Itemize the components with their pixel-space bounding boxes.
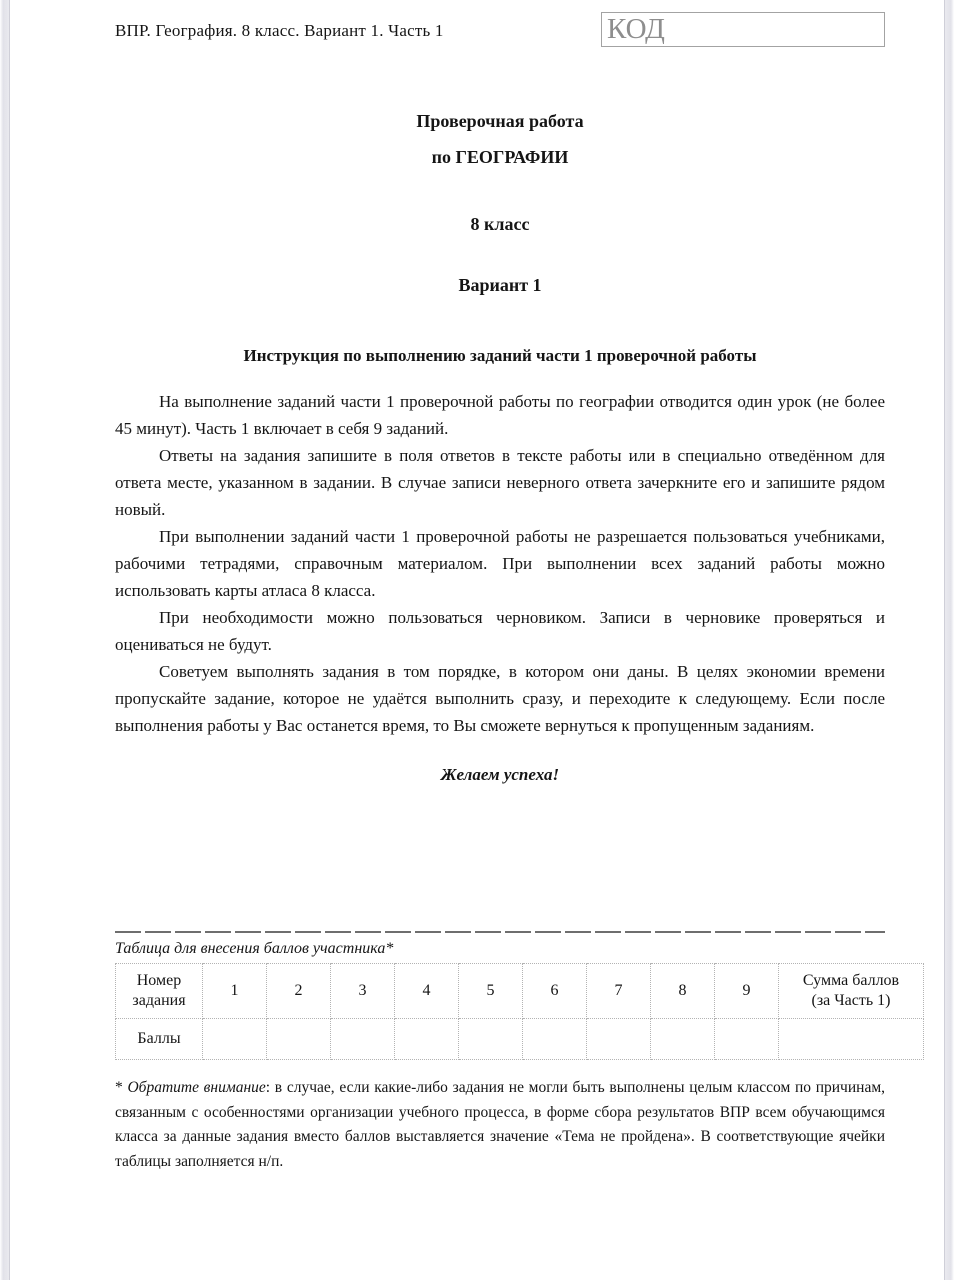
- task-number-cell: 7: [587, 964, 651, 1019]
- title-block: [115, 111, 885, 296]
- instruction-paragraph: На выполнение заданий части 1 проверочной работы по географии отводится один урок (не более 45 минут). Часть 1 включает в себя 9 заданий.: [115, 392, 885, 438]
- page-header: [115, 12, 885, 47]
- task-number-cell: 4: [395, 964, 459, 1019]
- instructions-heading: Инструкция по выполнению заданий части 1 проверочной работы: [243, 346, 757, 365]
- footnote: [115, 1076, 885, 1174]
- score-cell[interactable]: [651, 1019, 715, 1060]
- score-table-caption: Таблица для внесения баллов участника*: [115, 940, 394, 957]
- separator-dashed-line: [115, 931, 885, 933]
- code-input-box[interactable]: КОД: [601, 12, 885, 47]
- footnote-lead: Обратите внимание: [127, 1079, 266, 1096]
- score-cell[interactable]: [459, 1019, 523, 1060]
- scores-row: [116, 1019, 924, 1060]
- task-number-cell: 3: [331, 964, 395, 1019]
- task-number-row: [116, 964, 924, 1019]
- score-cell[interactable]: [523, 1019, 587, 1060]
- score-cell[interactable]: [715, 1019, 779, 1060]
- instruction-paragraph: Советуем выполнять задания в том порядке, в котором они даны. В целях экономии времени пропускайте задание, которое не удаётся выполнить сразу, и переходите к следующему. Если после выполнения работы у Вас останется время, то Вы сможете вернуться к пропущенным заданиям.: [115, 662, 885, 735]
- task-number-cell: 9: [715, 964, 779, 1019]
- sum-score-cell[interactable]: [779, 1019, 924, 1060]
- good-luck-message: Желаем успеха!: [440, 765, 560, 784]
- sum-header: Сумма баллов (за Часть 1): [779, 964, 924, 1019]
- task-number-cell: 2: [267, 964, 331, 1019]
- score-cell[interactable]: [395, 1019, 459, 1060]
- footnote-marker: *: [115, 1079, 128, 1096]
- score-table: [115, 963, 924, 1060]
- running-title: ВПР. География. 8 класс. Вариант 1. Часть 1: [115, 21, 444, 40]
- task-number-cell: 5: [459, 964, 523, 1019]
- task-number-cell: 8: [651, 964, 715, 1019]
- instruction-paragraph: При выполнении заданий части 1 проверочной работы не разрешается пользоваться учебниками, рабочими тетрадями, справочным материалом. При выполнении всех заданий работы можно использовать карты атласа 8 класса.: [115, 527, 885, 600]
- task-number-cell: 1: [203, 964, 267, 1019]
- instructions-body: [115, 388, 885, 739]
- work-title: Проверочная работа: [416, 111, 584, 131]
- score-cell[interactable]: [267, 1019, 331, 1060]
- score-cell[interactable]: [203, 1019, 267, 1060]
- variant-label: Вариант 1: [458, 275, 542, 295]
- grade-label: 8 класс: [470, 214, 530, 234]
- task-number-cell: 6: [523, 964, 587, 1019]
- instruction-paragraph: Ответы на задания запишите в поля ответов в тексте работы или в специально отведённом для ответа месте, указанном в задании. В случае записи неверного ответа зачеркните его и запишите рядом новый.: [115, 446, 885, 519]
- task-number-header: Номер задания: [116, 964, 203, 1019]
- score-cell[interactable]: [331, 1019, 395, 1060]
- instruction-paragraph: При необходимости можно пользоваться черновиком. Записи в черновике проверяться и оцениваться не будут.: [115, 608, 885, 654]
- scores-row-header: Баллы: [116, 1019, 203, 1060]
- footnote-text: : в случае, если какие-либо задания не могли быть выполнены целым классом по причинам, связанным с особенностями организации учебного процесса, в форме сбора результатов ВПР всем обучающимся класса за данные задания вместо баллов выставляется значение «Тема не пройдена». В соответствующие ячейки таблицы заполняется н/п.: [115, 1079, 886, 1170]
- subject-title: по ГЕОГРАФИИ: [431, 147, 569, 167]
- score-cell[interactable]: [587, 1019, 651, 1060]
